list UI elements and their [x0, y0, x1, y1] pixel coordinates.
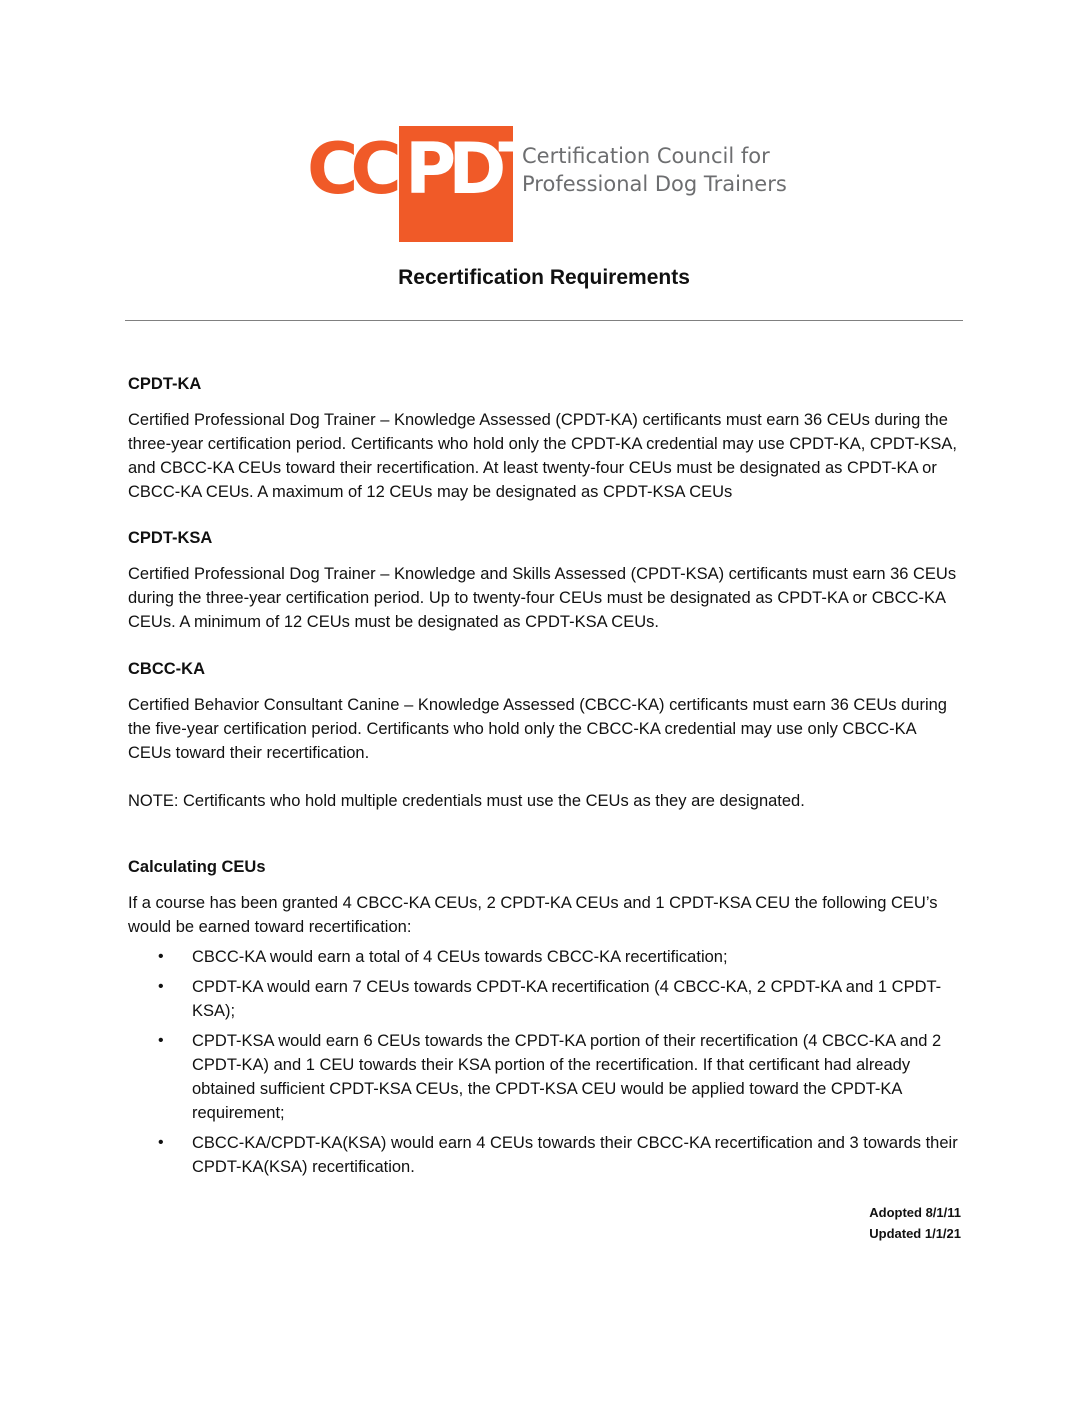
list-item-text: CPDT-KA would earn 7 CEUs towards CPDT-KA recertification (4 CBCC-KA, 2 CPDT-KA and 1 CPDT-KSA); [192, 978, 942, 1020]
ccpdt-logo-mark [307, 126, 539, 242]
section-cpdt-ksa [128, 526, 962, 634]
list-item-text: CBCC-KA would earn a total of 4 CEUs towards CBCC-KA recertification; [192, 948, 728, 966]
adoption-dates [869, 1202, 961, 1244]
section-body-cbcc-ka: Certified Behavior Consultant Canine – Knowledge Assessed (CBCC-KA) certificants must earn 36 CEUs during the five-year certification period. Certificants who hold only the CBCC-KA credential may use only CBCC-KA CEUs toward their recertification. [128, 696, 947, 762]
list-item [128, 1131, 962, 1179]
list-item [128, 1029, 962, 1125]
calculating-bullet-list [128, 945, 962, 1179]
logo-wordmark-line-2: Professional Dog Trainers [522, 172, 787, 196]
section-heading-calculating-ceus: Calculating CEUs [128, 858, 266, 876]
section-heading-cpdt-ka: CPDT-KA [128, 375, 202, 393]
section-cpdt-ka [128, 372, 962, 504]
section-heading-cpdt-ksa: CPDT-KSA [128, 529, 213, 547]
adopted-date: Adopted 8/1/11 [869, 1205, 961, 1220]
logo-mark-right-letters: PDT [405, 128, 539, 210]
section-calculating-ceus [128, 855, 962, 1179]
logo-wordmark-line-1: Certification Council for [522, 144, 770, 168]
updated-date: Updated 1/1/21 [869, 1226, 961, 1241]
bullet-icon: • [158, 1134, 164, 1151]
logo-mark-left-letters: CC [307, 128, 394, 210]
list-item [128, 975, 962, 1023]
list-item-text: CPDT-KSA would earn 6 CEUs towards the CPDT-KA portion of their recertification (4 CBCC-KA and 2 CPDT-KA) and 1 CEU towards their KSA portion of the recertification. If that certificant had already obtained sufficient CPDT-KSA CEUs, the CPDT-KSA CEU would be applied toward the CPDT-KA requirement; [192, 1032, 942, 1122]
bullet-icon: • [158, 1032, 164, 1049]
section-heading-cbcc-ka: CBCC-KA [128, 660, 205, 678]
section-body-cpdt-ksa: Certified Professional Dog Trainer – Knowledge and Skills Assessed (CPDT-KSA) certificants must earn 36 CEUs during the three-year certification period. Up to twenty-four CEUs must be designated as CPDT-KA or CBCC-KA CEUs. A minimum of 12 CEUs must be designated as CPDT-KSA CEUs. [128, 565, 957, 631]
bullet-icon: • [158, 978, 164, 995]
section-cbcc-ka [128, 657, 962, 765]
logo-wordmark [522, 142, 787, 198]
document-body [128, 372, 962, 1185]
section-body-cpdt-ka: Certified Professional Dog Trainer – Knowledge Assessed (CPDT-KA) certificants must earn 36 CEUs during the three-year certification period. Certificants who hold only the CPDT-KA credential may use CPDT-KA, CPDT-KSA, and CBCC-KA CEUs toward their recertification. At least twenty-four CEUs must be designated as CPDT-KA or CBCC-KA CEUs. A maximum of 12 CEUs may be designated as CPDT-KSA CEUs [128, 411, 958, 501]
list-item [128, 945, 962, 969]
bullet-icon: • [158, 948, 164, 965]
ccpdt-logo [307, 126, 797, 242]
page-title: Recertification Requirements [398, 266, 690, 289]
list-item-text: CBCC-KA/CPDT-KA(KSA) would earn 4 CEUs towards their CBCC-KA recertification and 3 towards their CPDT-KA(KSA) recertification. [192, 1134, 958, 1176]
note-paragraph: NOTE: Certificants who hold multiple credentials must use the CEUs as they are designated. [128, 792, 805, 810]
calculating-intro: If a course has been granted 4 CBCC-KA CEUs, 2 CPDT-KA CEUs and 1 CPDT-KSA CEU the following CEU’s would be earned toward recertification: [128, 894, 938, 936]
title-divider [125, 320, 963, 321]
